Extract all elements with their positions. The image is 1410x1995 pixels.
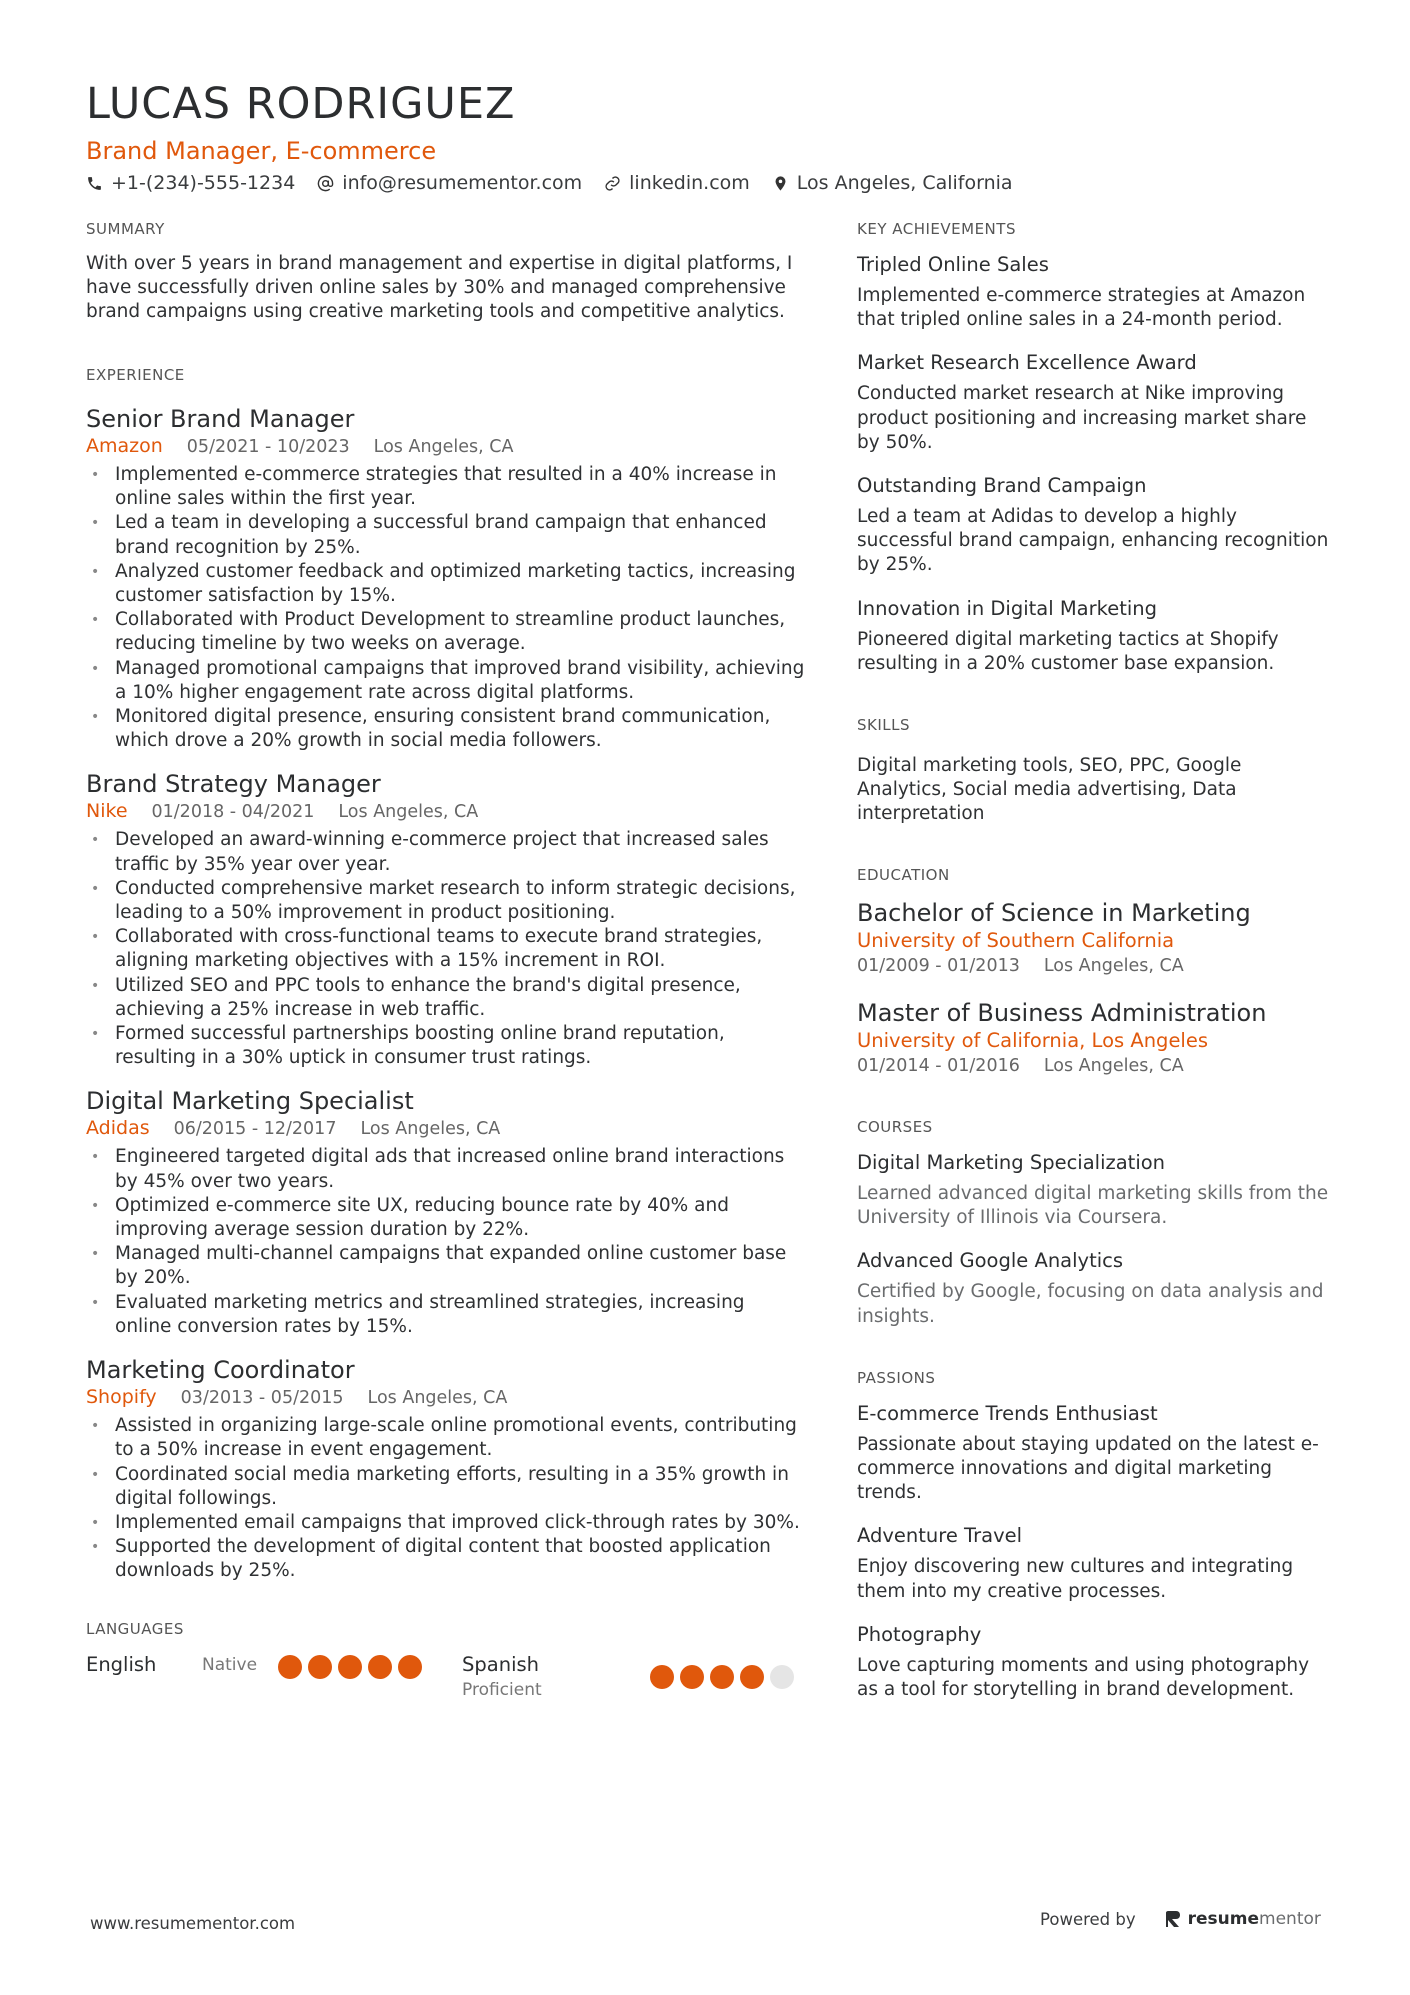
phone-text: +1-(234)-555-1234 — [111, 172, 296, 194]
course-desc: Certified by Google, focusing on data analysis and insights. — [857, 1281, 1324, 1327]
linkedin-link[interactable]: linkedin.com — [629, 172, 750, 194]
company-name: Nike — [86, 800, 128, 823]
course-title: Advanced Google Analytics — [857, 1249, 1124, 1273]
experience-item — [86, 404, 806, 753]
languages-heading: LANGUAGES — [86, 1619, 184, 1638]
education-location: Los Angeles, CA — [1043, 1056, 1184, 1077]
rating-dot-filled — [650, 1665, 674, 1689]
school-name: University of Southern California — [857, 929, 1175, 953]
job-bullets — [86, 1145, 806, 1339]
bullet: • Managed promotional campaigns that improved brand visibility, achieving a 10% higher engagement rate across digital platforms. — [86, 657, 806, 705]
achievement-item — [857, 252, 1332, 332]
experience-section — [86, 366, 806, 1584]
job-meta — [86, 1385, 806, 1410]
languages-section — [86, 1620, 806, 1702]
bullet: • Coordinated social media marketing efforts, resulting in a 35% growth in digital followings. — [86, 1463, 806, 1511]
experience-item — [86, 1086, 806, 1339]
achievement-item — [857, 473, 1332, 578]
job-location: Los Angeles, CA — [360, 1119, 501, 1140]
education-item — [857, 898, 1332, 978]
achievement-title: Outstanding Brand Campaign — [857, 474, 1147, 498]
powered-by-label: Powered by — [1040, 1909, 1136, 1929]
achievement-desc: Conducted market research at Nike improving product positioning and increasing market share by 50%. — [857, 383, 1307, 453]
contact-row — [86, 172, 1326, 194]
passion-title: E-commerce Trends Enthusiast — [857, 1401, 1158, 1425]
rating-dot-filled — [308, 1655, 332, 1679]
education-dates: 01/2014 - 01/2016 — [857, 1056, 1020, 1077]
job-dates: 05/2021 - 10/2023 — [186, 437, 350, 457]
bullet: • Analyzed customer feedback and optimized marketing tactics, increasing customer satisfaction by 15%. — [86, 560, 806, 608]
bullet: • Supported the development of digital content that boosted application downloads by 25%. — [86, 1535, 806, 1583]
job-meta — [86, 799, 806, 824]
experience-item — [86, 1355, 806, 1583]
courses-section — [857, 1118, 1332, 1329]
job-dates: 01/2018 - 04/2021 — [151, 802, 315, 823]
achievement-item — [857, 596, 1332, 676]
passion-desc: Love capturing moments and using photography as a tool for storytelling in brand development. — [857, 1654, 1310, 1701]
job-title: Digital Marketing Specialist — [86, 1087, 414, 1116]
brand-bold: resume — [1187, 1909, 1260, 1929]
contact-phone — [86, 172, 295, 194]
course-item — [857, 1248, 1332, 1328]
contact-linkedin[interactable] — [604, 172, 750, 194]
education-section — [857, 866, 1332, 1078]
left-column — [86, 220, 806, 1702]
job-bullets — [86, 828, 806, 1070]
achievement-title: Innovation in Digital Marketing — [857, 596, 1158, 620]
achievements-section — [857, 220, 1332, 676]
passions-heading: PASSIONS — [857, 1368, 936, 1387]
course-title: Digital Marketing Specialization — [857, 1151, 1166, 1175]
rating-dot-filled — [278, 1655, 302, 1679]
company-name: Shopify — [86, 1386, 157, 1409]
job-location: Los Angeles, CA — [338, 802, 479, 823]
experience-item — [86, 769, 806, 1070]
school-name: University of California, Los Angeles — [857, 1029, 1209, 1053]
rating-dot-filled — [710, 1665, 734, 1689]
rating-dot-filled — [368, 1655, 392, 1679]
language-name: English — [86, 1652, 157, 1676]
courses-heading: COURSES — [857, 1118, 933, 1137]
passion-title: Photography — [857, 1622, 982, 1646]
language-name: Spanish — [462, 1652, 540, 1676]
resumementor-logo[interactable] — [1164, 1909, 1321, 1929]
achievement-title: Tripled Online Sales — [857, 253, 1049, 276]
language-level: Native — [202, 1654, 258, 1675]
education-meta — [857, 1054, 1332, 1078]
company-name: Adidas — [86, 1117, 150, 1140]
job-title: Brand Strategy Manager — [86, 770, 381, 799]
language-rating — [650, 1665, 794, 1689]
passion-item — [857, 1401, 1332, 1506]
rating-dot-filled — [680, 1665, 704, 1689]
job-dates: 06/2015 - 12/2017 — [173, 1119, 337, 1140]
bullet: • Assisted in organizing large-scale online promotional events, contributing to a 50% increase in event engagement. — [86, 1414, 806, 1462]
bullet: • Managed multi-channel campaigns that expanded online customer base by 20%. — [86, 1242, 806, 1290]
bullet: • Utilized SEO and PPC tools to enhance the brand's digital presence, achieving a 25% increase in web traffic. — [86, 974, 806, 1022]
candidate-name: LUCAS RODRIGUEZ — [86, 79, 516, 129]
right-column — [857, 220, 1332, 1702]
skills-heading: SKILLS — [857, 716, 911, 735]
language-item — [86, 1652, 462, 1679]
education-location: Los Angeles, CA — [1043, 956, 1184, 977]
achievement-item — [857, 350, 1332, 455]
bullet: • Collaborated with Product Development to streamline product launches, reducing timeline by two weeks on average. — [86, 608, 806, 656]
job-meta — [86, 434, 806, 459]
passion-desc: Passionate about staying updated on the latest e-commerce innovations and digital marketing trends. — [857, 1433, 1319, 1504]
location-pin-icon — [772, 175, 789, 192]
languages-row — [86, 1652, 806, 1702]
job-bullets — [86, 1414, 806, 1583]
course-desc: Learned advanced digital marketing skills from the University of Illinois via Coursera. — [857, 1183, 1329, 1229]
language-text-block — [462, 1652, 650, 1702]
bullet: • Optimized e-commerce site UX, reducing bounce rate by 40% and improving average session duration by 22%. — [86, 1194, 806, 1242]
education-heading: EDUCATION — [857, 866, 950, 885]
language-item — [462, 1652, 802, 1702]
resumementor-logo-icon — [1164, 1909, 1182, 1929]
achievements-heading: KEY ACHIEVEMENTS — [857, 220, 1016, 238]
degree-title: Master of Business Administration — [857, 999, 1267, 1028]
link-icon — [604, 175, 621, 192]
rating-dot-filled — [740, 1665, 764, 1689]
rating-dot-filled — [338, 1655, 362, 1679]
bullet: • Implemented e-commerce strategies that resulted in a 40% increase in online sales within the first year. — [86, 463, 806, 511]
passion-title: Adventure Travel — [857, 1524, 1023, 1548]
education-meta — [857, 954, 1332, 978]
brand-light: mentor — [1259, 1909, 1321, 1929]
bullet: • Monitored digital presence, ensuring consistent brand communication, which drove a 20% growth in social media followers. — [86, 705, 806, 753]
bullet: • Led a team in developing a successful brand campaign that enhanced brand recognition by 25%. — [86, 511, 806, 559]
job-location: Los Angeles, CA — [367, 1388, 508, 1409]
skills-section — [857, 716, 1332, 826]
achievement-desc: Led a team at Adidas to develop a highly successful brand campaign, enhancing recognition by 25%. — [857, 506, 1329, 576]
degree-title: Bachelor of Science in Marketing — [857, 899, 1251, 928]
experience-heading: EXPERIENCE — [86, 366, 185, 384]
language-rating — [278, 1655, 422, 1679]
summary-section — [86, 220, 806, 324]
rating-dot-filled — [398, 1655, 422, 1679]
job-dates: 03/2013 - 05/2015 — [180, 1388, 344, 1409]
bullet: • Engineered targeted digital ads that increased online brand interactions by 45% over two years. — [86, 1145, 806, 1193]
summary-text: With over 5 years in brand management and expertise in digital platforms, I have successfully driven online sales by 30% and managed comprehensive brand campaigns using creative marketing tools and competitive analytics. — [86, 253, 793, 322]
achievement-title: Market Research Excellence Award — [857, 351, 1197, 375]
job-title: Marketing Coordinator — [86, 1356, 355, 1385]
job-meta — [86, 1116, 806, 1141]
passion-desc: Enjoy discovering new cultures and integrating them into my creative processes. — [857, 1556, 1294, 1602]
bullet: • Conducted comprehensive market research to inform strategic decisions, leading to a 50% improvement in product positioning. — [86, 877, 806, 925]
passion-item — [857, 1622, 1332, 1702]
bullet: • Developed an award-winning e-commerce project that increased sales traffic by 35% year over year. — [86, 828, 806, 876]
bullet: • Formed successful partnerships boosting online brand reputation, resulting in a 30% uptick in consumer trust ratings. — [86, 1022, 806, 1070]
job-bullets — [86, 463, 806, 753]
achievement-desc: Pioneered digital marketing tactics at Shopify resulting in a 20% customer base expansion. — [857, 628, 1279, 674]
bullet: • Implemented email campaigns that improved click-through rates by 30%. — [86, 1511, 806, 1535]
bullet: • Evaluated marketing metrics and streamlined strategies, increasing online conversion rates by 15%. — [86, 1291, 806, 1339]
course-item — [857, 1150, 1332, 1230]
passion-item — [857, 1523, 1332, 1603]
rating-dot-empty — [770, 1665, 794, 1689]
company-name: Amazon — [86, 435, 163, 457]
summary-heading: SUMMARY — [86, 220, 165, 238]
contact-email[interactable] — [317, 172, 582, 194]
resume-header — [86, 78, 1326, 194]
footer-powered-by — [1040, 1909, 1321, 1929]
bullet: • Collaborated with cross-functional teams to execute brand strategies, aligning marketing objectives with a 15% increment in ROI. — [86, 925, 806, 973]
passions-section — [857, 1369, 1332, 1702]
at-icon — [317, 175, 334, 192]
education-dates: 01/2009 - 01/2013 — [857, 956, 1020, 977]
candidate-headline: Brand Manager, E-commerce — [86, 137, 437, 165]
job-title: Senior Brand Manager — [86, 405, 355, 433]
job-location: Los Angeles, CA — [373, 437, 514, 457]
footer-website[interactable]: www.resumementor.com — [90, 1914, 296, 1933]
language-level: Proficient — [462, 1679, 542, 1700]
achievement-desc: Implemented e-commerce strategies at Amazon that tripled online sales in a 24-month period. — [857, 285, 1306, 331]
education-item — [857, 998, 1332, 1078]
contact-location — [772, 172, 1013, 194]
email-link[interactable]: info@resumementor.com — [342, 172, 583, 194]
skills-text: Digital marketing tools, SEO, PPC, Google Analytics, Social media advertising, Data interpretation — [857, 755, 1242, 825]
location-text: Los Angeles, California — [796, 172, 1013, 194]
phone-icon — [86, 175, 103, 192]
